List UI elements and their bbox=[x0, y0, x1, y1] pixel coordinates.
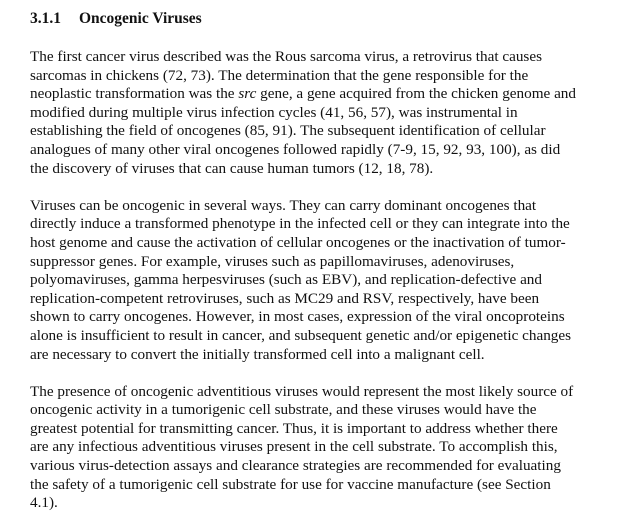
text-run: gene, a gene acquired from the chicken genome and bbox=[256, 85, 576, 103]
text-run: replication-competent retroviruses, such as MC29 and RSV, respectively, have been bbox=[30, 289, 540, 307]
paragraph bbox=[30, 48, 616, 178]
paragraph bbox=[30, 383, 616, 513]
text-run: sarcomas in chickens (72, 73). The determination that the gene responsible for the bbox=[30, 66, 529, 84]
text-line bbox=[30, 420, 616, 439]
text-run: The presence of oncogenic adventitious viruses would represent the most likely source of bbox=[30, 382, 574, 400]
text-run: shown to carry oncogenes. However, in most cases, expression of the viral oncoproteins bbox=[30, 308, 565, 326]
text-line bbox=[30, 215, 616, 234]
text-line bbox=[30, 383, 616, 402]
text-run: the safety of a tumorigenic cell substrate for use for vaccine manufacture (see Section bbox=[30, 475, 551, 493]
section-title: Oncogenic Viruses bbox=[79, 10, 202, 27]
text-run: Viruses can be oncogenic in several ways. They can carry dominant oncogenes that bbox=[30, 196, 537, 214]
text-line bbox=[30, 67, 616, 86]
text-line bbox=[30, 290, 616, 309]
text-run: are necessary to convert the initially transformed cell into a malignant cell. bbox=[30, 345, 485, 363]
text-line bbox=[30, 327, 616, 346]
text-line bbox=[30, 476, 616, 495]
text-run: alone is insufficient to result in cancer, and subsequent genetic and/or epigenetic changes bbox=[30, 326, 572, 344]
section-number: 3.1.1 bbox=[30, 10, 61, 27]
text-line bbox=[30, 234, 616, 253]
text-run: host genome and cause the activation of cellular oncogenes or the inactivation of tumor- bbox=[30, 233, 566, 251]
text-line bbox=[30, 141, 616, 160]
text-line bbox=[30, 253, 616, 272]
gene-name-italic: src bbox=[238, 85, 257, 103]
text-run: neoplastic transformation was the bbox=[30, 85, 239, 103]
text-run: polyomaviruses, gamma herpesviruses (such as EBV), and replication-defective and bbox=[30, 271, 542, 289]
text-run: are any infectious adventitious viruses present in the cell substrate. To accomplish this, bbox=[30, 438, 558, 456]
text-line bbox=[30, 85, 616, 104]
text-run: greatest potential for transmitting cancer. Thus, it is important to address whether there bbox=[30, 419, 558, 437]
text-line bbox=[30, 271, 616, 290]
text-run: 4.1). bbox=[30, 494, 58, 512]
text-run: the discovery of viruses that can cause human tumors (12, 18, 78). bbox=[30, 159, 434, 177]
text-line bbox=[30, 346, 616, 365]
text-line bbox=[30, 401, 616, 420]
text-line bbox=[30, 160, 616, 179]
text-run: The first cancer virus described was the Rous sarcoma virus, a retrovirus that causes bbox=[30, 48, 542, 65]
section-heading bbox=[30, 8, 616, 30]
text-line bbox=[30, 122, 616, 141]
text-run: various virus-detection assays and clearance strategies are recommended for evaluating bbox=[30, 457, 561, 475]
text-run: analogues of many other viral oncogenes followed rapidly (7-9, 15, 92, 93, 100), as did bbox=[30, 140, 561, 158]
text-run: modified during multiple virus infection cycles (41, 56, 57), was instrumental in bbox=[30, 103, 518, 121]
body-text bbox=[30, 48, 616, 513]
text-run: oncogenic activity in a tumorigenic cell substrate, and these viruses would have the bbox=[30, 401, 537, 419]
document-page bbox=[30, 8, 616, 531]
text-line bbox=[30, 48, 616, 67]
text-run: suppressor genes. For example, viruses such as papillomaviruses, adenoviruses, bbox=[30, 252, 515, 270]
text-run: establishing the field of oncogenes (85, 91). The subsequent identification of cellular bbox=[30, 122, 546, 140]
text-run: directly induce a transformed phenotype in the infected cell or they can integrate into the bbox=[30, 215, 570, 233]
text-line bbox=[30, 197, 616, 216]
text-line bbox=[30, 104, 616, 123]
paragraph bbox=[30, 197, 616, 364]
text-line bbox=[30, 494, 616, 513]
text-line bbox=[30, 438, 616, 457]
text-line bbox=[30, 308, 616, 327]
text-line bbox=[30, 457, 616, 476]
